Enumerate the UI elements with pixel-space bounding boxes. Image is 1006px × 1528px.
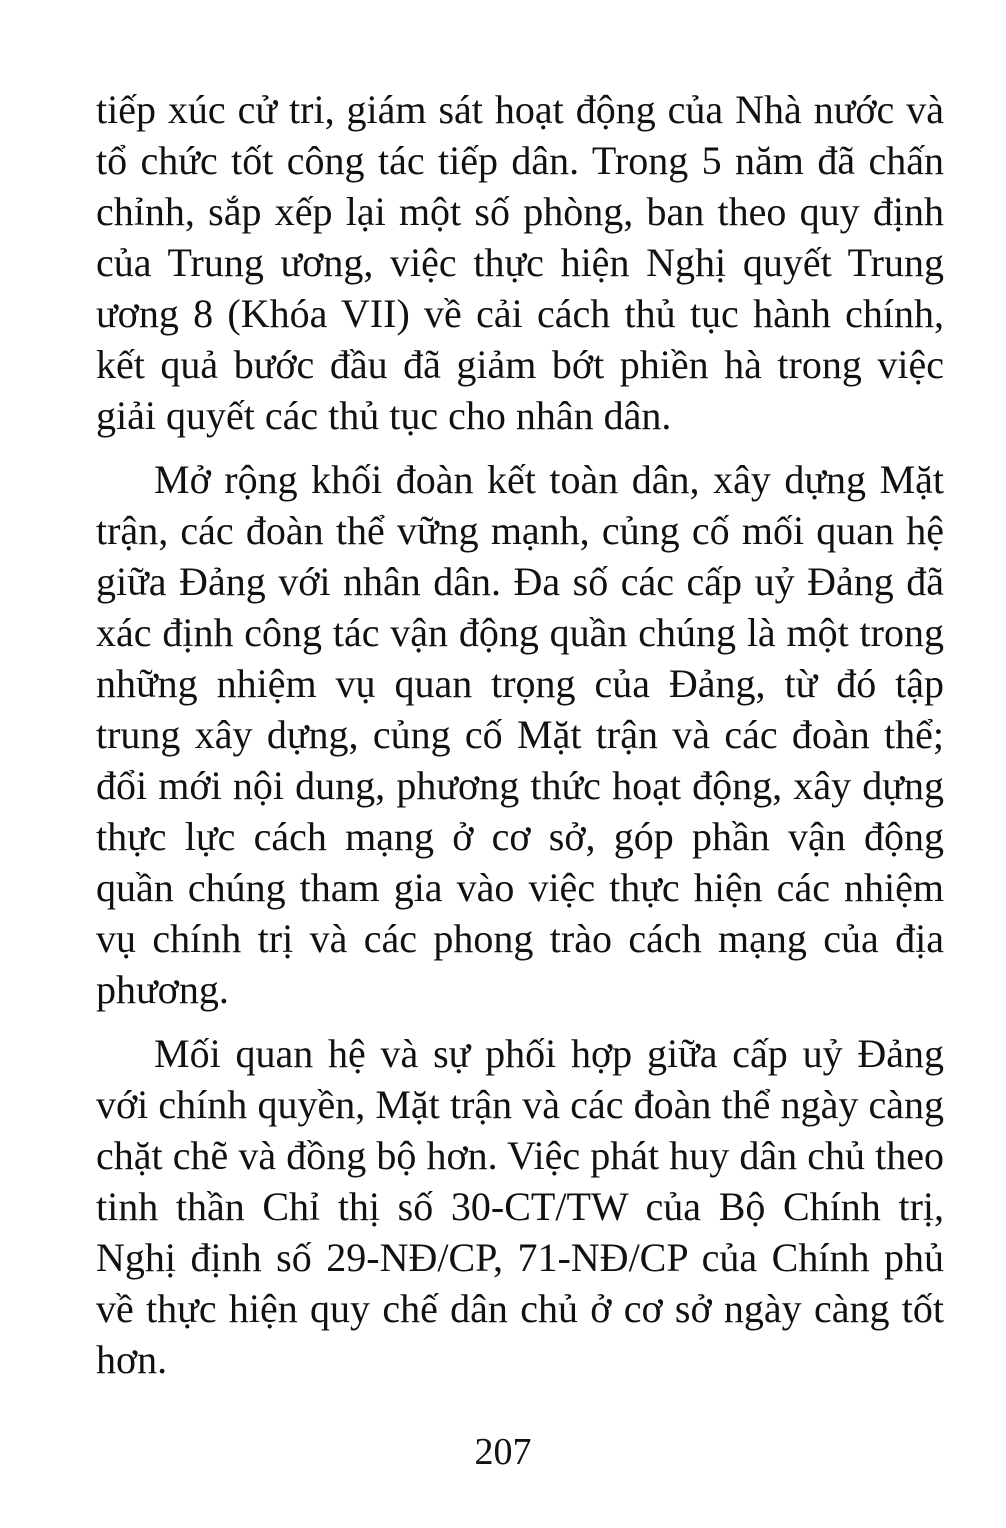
paragraph-1: tiếp xúc cử tri, giám sát hoạt động của Nhà nước và tổ chức tốt công tác tiếp dân. Trong 5 năm đã chấn chỉnh, sắp xếp lại một số phòng, ban theo quy định của Trung ương, việc thực hiện Nghị quyết Trung ương 8 (Khóa VII) về cải cách thủ tục hành chính, kết quả bước đầu đã giảm bớt phiền hà trong việc giải quyết các thủ tục cho nhân dân.: [96, 87, 944, 438]
page-number: 207: [474, 1431, 532, 1473]
paragraph-3: Mối quan hệ và sự phối hợp giữa cấp uỷ Đảng với chính quyền, Mặt trận và các đoàn thể ngày càng chặt chẽ và đồng bộ hơn. Việc phát huy dân chủ theo tinh thần Chỉ thị số 30-CT/TW của Bộ Chính trị, Nghị định số 29-NĐ/CP, 71-NĐ/CP của Chính phủ về thực hiện quy chế dân chủ ở cơ sở ngày càng tốt hơn.: [96, 1031, 944, 1382]
body-text: [96, 84, 944, 1385]
paragraph-2: Mở rộng khối đoàn kết toàn dân, xây dựng Mặt trận, các đoàn thể vững mạnh, củng cố mối quan hệ giữa Đảng với nhân dân. Đa số các cấp uỷ Đảng đã xác định công tác vận động quần chúng là một trong những nhiệm vụ quan trọng của Đảng, từ đó tập trung xây dựng, củng cố Mặt trận và các đoàn thể; đổi mới nội dung, phương thức hoạt động, xây dựng thực lực cách mạng ở cơ sở, góp phần vận động quần chúng tham gia vào việc thực hiện các nhiệm vụ chính trị và các phong trào cách mạng của địa phương.: [96, 457, 944, 1012]
